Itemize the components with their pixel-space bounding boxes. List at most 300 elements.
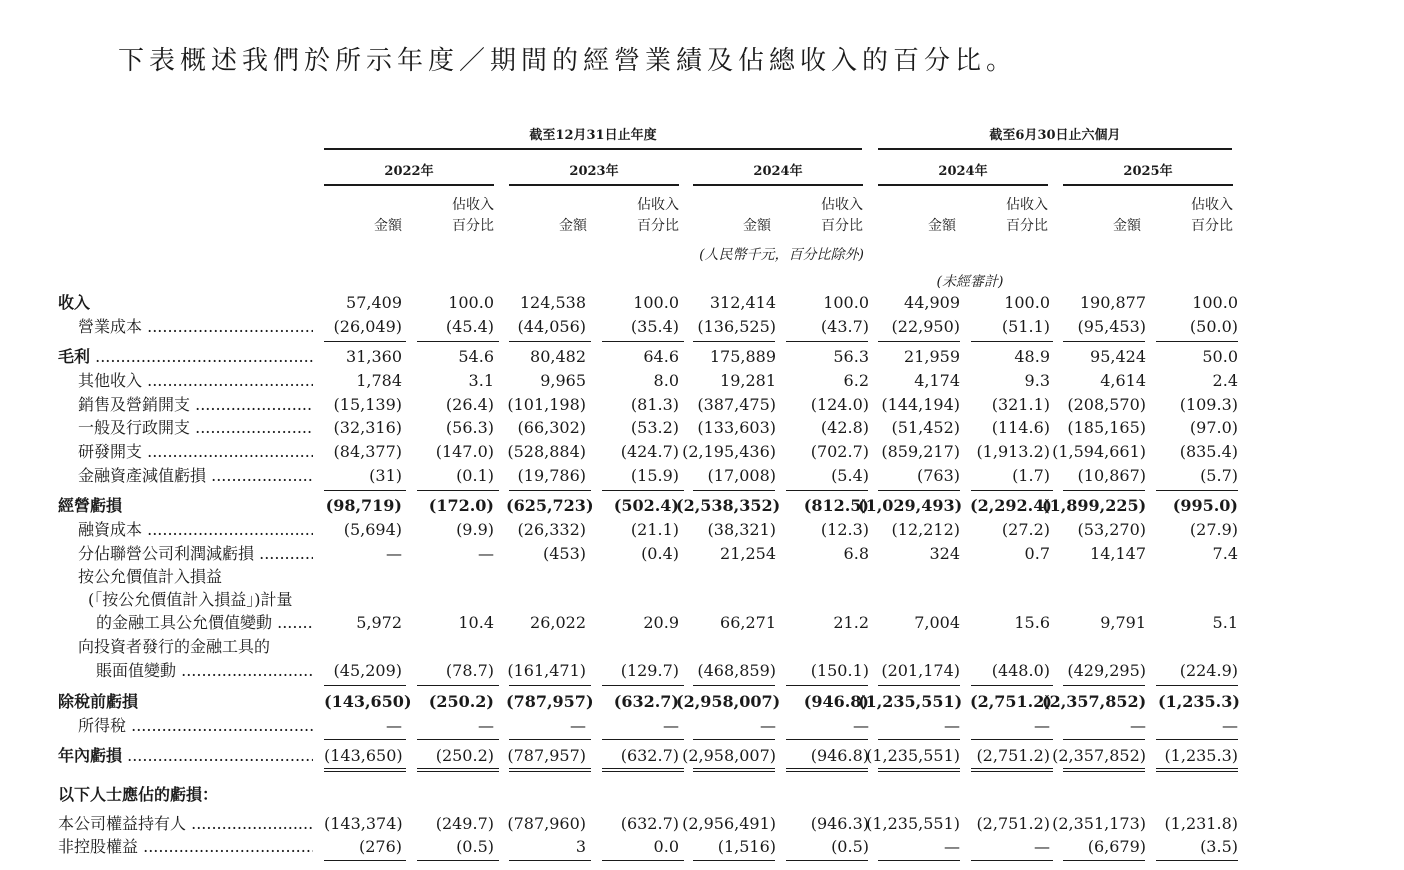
cell-h2025-amount: (6,679) <box>1087 837 1146 856</box>
cell-h2024-amount: — <box>944 837 960 856</box>
subtotal-rule <box>417 860 499 861</box>
cell-2024-pct: (42.8) <box>820 418 869 437</box>
cell-2024-pct: (12.3) <box>820 520 869 539</box>
row-label: (「按公允價值計入損益」)計量 <box>88 590 293 609</box>
half-year-group-rule <box>878 148 1232 150</box>
unaudited-note: (未經審計) <box>936 274 1004 290</box>
cell-h2025-pct: (3.5) <box>1200 837 1238 856</box>
cell-2022-pct: (172.0) <box>428 496 494 515</box>
table-row-non-controlling <box>58 835 1248 859</box>
cell-h2024-amount: 4,174 <box>914 371 960 390</box>
subtotal-rule <box>602 685 684 686</box>
cell-2023-amount: (19,786) <box>517 466 586 485</box>
pct-header-line1: 佔收入 <box>637 197 679 213</box>
cell-2022-pct: (45.4) <box>445 317 494 336</box>
total-double-rule <box>417 768 499 772</box>
cell-h2025-pct: (1,231.8) <box>1164 814 1238 833</box>
cell-2022-pct: (147.0) <box>435 442 494 461</box>
year-header-2024-half: 2024年 <box>938 164 988 179</box>
cell-h2024-pct: 9.3 <box>1024 371 1050 390</box>
subtotal-rule <box>602 341 684 342</box>
cell-2022-pct: 54.6 <box>458 347 494 366</box>
subtotal-rule <box>509 860 591 861</box>
row-label: 融資成本 ..... <box>78 518 313 542</box>
cell-2024-pct: 6.8 <box>843 544 869 563</box>
cell-2024-amount: (133,603) <box>697 418 776 437</box>
cell-h2025-amount: (429,295) <box>1067 661 1146 680</box>
cell-2022-pct: (26.4) <box>445 395 494 414</box>
cell-h2025-amount: (1,899,225) <box>1042 496 1147 515</box>
intro-text: 下表概述我們於所示年度／期間的經營業績及佔總收入的百分比。 <box>118 46 1018 76</box>
cell-2022-amount: (15,139) <box>333 395 402 414</box>
subtotal-rule <box>509 739 591 740</box>
table-row-share-of-associates <box>58 542 1248 566</box>
cell-h2024-amount: (144,194) <box>881 395 960 414</box>
subtotal-rule <box>417 341 499 342</box>
subtotal-rule <box>693 739 775 740</box>
pct-header-line1: 佔收入 <box>1191 197 1233 213</box>
cell-2022-amount: 31,360 <box>346 347 402 366</box>
cell-2024-amount: 312,414 <box>709 293 776 312</box>
cell-2023-pct: — <box>663 716 679 735</box>
table-row-admin-expenses <box>58 416 1248 440</box>
cell-2023-pct: 20.9 <box>643 613 679 632</box>
cell-2024-pct: (946.8) <box>803 692 869 711</box>
row-label: 研發開支 ..... <box>78 440 313 464</box>
cell-h2025-pct: (1,235.3) <box>1164 746 1238 765</box>
cell-2022-pct: — <box>478 544 494 563</box>
cell-2024-pct: (150.1) <box>810 661 869 680</box>
cell-h2025-amount: (53,270) <box>1077 520 1146 539</box>
cell-h2024-pct: (2,292.4) <box>970 496 1052 515</box>
table-row-loss-before-tax <box>58 690 1248 714</box>
subtotal-rule <box>324 860 406 861</box>
cell-2024-amount: (2,958,007) <box>682 746 776 765</box>
subtotal-rule <box>878 739 960 740</box>
subtotal-rule <box>693 685 775 686</box>
subtotal-rule <box>602 860 684 861</box>
cell-2023-pct: (129.7) <box>620 661 679 680</box>
cell-2022-pct: 10.4 <box>458 613 494 632</box>
section-heading: 以下人士應佔的虧損： <box>58 785 219 804</box>
cell-h2025-amount: — <box>1130 716 1146 735</box>
table-row-finance-costs <box>58 518 1248 542</box>
subtotal-rule <box>1156 739 1238 740</box>
cell-h2024-pct: — <box>1034 837 1050 856</box>
cell-h2024-pct: (51.1) <box>1001 317 1050 336</box>
table-row-loss-for-year <box>58 744 1248 768</box>
cell-2024-pct: (702.7) <box>810 442 869 461</box>
half-year-group-header: 截至6月30日止六個月 <box>989 128 1121 143</box>
table-row-attributable-heading <box>58 783 1248 807</box>
cell-2022-pct: 100.0 <box>448 293 494 312</box>
cell-2023-pct: (0.4) <box>641 544 679 563</box>
cell-h2025-pct: 5.1 <box>1212 613 1238 632</box>
subtotal-rule <box>602 490 684 491</box>
table-row-investor-instruments <box>58 659 1248 683</box>
subtotal-rule <box>786 860 868 861</box>
cell-2022-amount: (98,719) <box>325 496 402 515</box>
year-rule <box>1063 184 1233 186</box>
cell-2022-amount: (5,694) <box>343 520 402 539</box>
row-label: 年內虧損 ..... <box>58 744 313 768</box>
subtotal-rule <box>1156 685 1238 686</box>
cell-2022-amount: (276) <box>358 837 402 856</box>
cell-h2025-pct: 2.4 <box>1212 371 1238 390</box>
cell-2023-pct: (53.2) <box>630 418 679 437</box>
unit-note: (人民幣千元，百分比除外) <box>699 247 864 263</box>
table-row-fvtpl <box>58 611 1248 635</box>
cell-2024-pct: 100.0 <box>823 293 869 312</box>
cell-2024-pct: (812.5) <box>803 496 869 515</box>
subtotal-rule <box>1063 860 1145 861</box>
cell-2023-pct: 8.0 <box>653 371 679 390</box>
cell-2024-amount: (38,321) <box>707 520 776 539</box>
cell-2022-pct: (250.2) <box>428 692 494 711</box>
pct-header-line1: 佔收入 <box>1006 197 1048 213</box>
cell-2022-pct: (250.2) <box>435 746 494 765</box>
cell-h2025-pct: (1,235.3) <box>1158 692 1240 711</box>
pct-header-line1: 佔收入 <box>452 197 494 213</box>
cell-h2024-amount: (51,452) <box>891 418 960 437</box>
cell-2024-amount: (387,475) <box>697 395 776 414</box>
annual-group-header: 截至12月31日止年度 <box>529 128 657 143</box>
cell-2022-amount: (32,316) <box>333 418 402 437</box>
subtotal-rule <box>509 490 591 491</box>
cell-h2024-pct: (448.0) <box>991 661 1050 680</box>
table-row-cost-of-revenue <box>58 315 1248 339</box>
cell-h2024-amount: 21,959 <box>904 347 960 366</box>
cell-2023-pct: (81.3) <box>630 395 679 414</box>
table-row-selling-expenses <box>58 393 1248 417</box>
subtotal-rule <box>971 739 1053 740</box>
cell-2024-amount: 21,254 <box>720 544 776 563</box>
cell-h2024-amount: (859,217) <box>881 442 960 461</box>
cell-2023-pct: 0.0 <box>653 837 679 856</box>
subtotal-rule <box>1156 860 1238 861</box>
cell-2022-amount: (31) <box>369 466 402 485</box>
subtotal-rule <box>417 490 499 491</box>
table-row-other-income <box>58 369 1248 393</box>
subtotal-rule <box>1063 490 1145 491</box>
cell-h2024-amount: 44,909 <box>904 293 960 312</box>
cell-2023-pct: (35.4) <box>630 317 679 336</box>
cell-h2024-pct: (2,751.2) <box>976 814 1050 833</box>
cell-2024-pct: 56.3 <box>833 347 869 366</box>
cell-h2025-amount: (2,357,852) <box>1052 746 1146 765</box>
pct-header-line2: 百分比 <box>452 218 494 234</box>
cell-2023-amount: (787,960) <box>507 814 586 833</box>
row-label: 營業成本 ..... <box>78 315 313 339</box>
annual-group-rule <box>324 148 862 150</box>
cell-2024-amount: (2,958,007) <box>676 692 781 711</box>
cell-2024-pct: (43.7) <box>820 317 869 336</box>
cell-2023-amount: (787,957) <box>507 746 586 765</box>
year-header-2025-half: 2025年 <box>1123 164 1173 179</box>
cell-2024-amount: — <box>760 716 776 735</box>
cell-h2024-pct: 15.6 <box>1014 613 1050 632</box>
cell-2023-pct: (502.4) <box>613 496 679 515</box>
cell-2022-pct: (78.7) <box>445 661 494 680</box>
table-row-fvtpl-line2 <box>58 588 1248 612</box>
cell-h2025-amount: (1,594,661) <box>1052 442 1146 461</box>
subtotal-rule <box>509 341 591 342</box>
row-label: 分佔聯營公司利潤減虧損 ..... <box>78 542 313 566</box>
cell-h2025-pct: — <box>1222 716 1238 735</box>
subtotal-rule <box>693 341 775 342</box>
amount-header: 金額 <box>928 218 956 234</box>
subtotal-rule <box>324 685 406 686</box>
cell-2022-amount: (84,377) <box>333 442 402 461</box>
cell-h2025-pct: (97.0) <box>1189 418 1238 437</box>
subtotal-rule <box>417 685 499 686</box>
subtotal-rule <box>878 490 960 491</box>
amount-header: 金額 <box>743 218 771 234</box>
table-row-income-tax <box>58 714 1248 738</box>
cell-h2025-pct: (27.9) <box>1189 520 1238 539</box>
amount-header: 金額 <box>1113 218 1141 234</box>
subtotal-rule <box>786 341 868 342</box>
cell-2023-amount: 80,482 <box>530 347 586 366</box>
cell-h2025-amount: (208,570) <box>1067 395 1146 414</box>
subtotal-rule <box>1063 341 1145 342</box>
total-double-rule <box>878 768 960 772</box>
cell-h2025-pct: (5.7) <box>1200 466 1238 485</box>
row-label: 經營虧損 <box>58 496 123 515</box>
total-double-rule <box>1063 768 1145 772</box>
amount-header: 金額 <box>374 218 402 234</box>
cell-h2024-amount: (763) <box>916 466 960 485</box>
cell-2022-amount: (26,049) <box>333 317 402 336</box>
cell-2024-pct: (5.4) <box>831 466 869 485</box>
row-label: 金融資產減值虧損 ..... <box>78 464 313 488</box>
row-label: 其他收入 ..... <box>78 369 313 393</box>
table-row-revenue <box>58 291 1248 315</box>
row-label: 除稅前虧損 <box>58 692 139 711</box>
cell-h2024-pct: 48.9 <box>1014 347 1050 366</box>
row-label: 非控股權益 ..... <box>58 835 313 859</box>
cell-2024-amount: 19,281 <box>720 371 776 390</box>
cell-2023-amount: (625,723) <box>506 496 594 515</box>
subtotal-rule <box>324 739 406 740</box>
subtotal-rule <box>786 739 868 740</box>
row-label: 本公司權益持有人 ..... <box>58 812 313 836</box>
year-rule <box>324 184 494 186</box>
year-rule <box>693 184 863 186</box>
cell-2023-amount: 3 <box>575 837 586 856</box>
row-label: 銷售及營銷開支 ..... <box>78 393 313 417</box>
cell-h2025-amount: 95,424 <box>1090 347 1146 366</box>
cell-2024-amount: (2,538,352) <box>676 496 781 515</box>
total-double-rule <box>1156 768 1238 772</box>
cell-h2025-pct: 100.0 <box>1192 293 1238 312</box>
total-double-rule <box>786 768 868 772</box>
cell-2022-amount: 57,409 <box>346 293 402 312</box>
cell-h2024-pct: 0.7 <box>1024 544 1050 563</box>
cell-2023-amount: (528,884) <box>507 442 586 461</box>
cell-h2025-amount: (10,867) <box>1077 466 1146 485</box>
cell-2023-pct: (21.1) <box>630 520 679 539</box>
cell-h2024-pct: — <box>1034 716 1050 735</box>
cell-2023-amount: (453) <box>542 544 586 563</box>
cell-2024-pct: (124.0) <box>810 395 869 414</box>
cell-2022-pct: 3.1 <box>468 371 494 390</box>
cell-2023-pct: (632.7) <box>620 746 679 765</box>
cell-h2024-amount: 324 <box>929 544 960 563</box>
cell-h2024-amount: (12,212) <box>891 520 960 539</box>
cell-h2024-amount: (201,174) <box>881 661 960 680</box>
pct-header-line1: 佔收入 <box>821 197 863 213</box>
subtotal-rule <box>602 739 684 740</box>
cell-h2024-pct: (1,913.2) <box>976 442 1050 461</box>
pct-header-line2: 百分比 <box>821 218 863 234</box>
cell-2022-amount: — <box>386 716 402 735</box>
cell-h2024-pct: (2,751.2) <box>970 692 1052 711</box>
total-double-rule <box>971 768 1053 772</box>
cell-2022-amount: — <box>386 544 402 563</box>
table-row-owners <box>58 812 1248 836</box>
cell-h2025-pct: 50.0 <box>1202 347 1238 366</box>
cell-2023-pct: (424.7) <box>620 442 679 461</box>
cell-h2024-amount: 7,004 <box>914 613 960 632</box>
subtotal-rule <box>786 490 868 491</box>
cell-2023-amount: (787,957) <box>506 692 594 711</box>
pct-header-line2: 百分比 <box>1191 218 1233 234</box>
cell-2023-amount: (101,198) <box>507 395 586 414</box>
subtotal-rule <box>1156 490 1238 491</box>
total-double-rule <box>324 768 406 772</box>
cell-2024-pct: 21.2 <box>833 613 869 632</box>
cell-2024-amount: (2,195,436) <box>682 442 776 461</box>
cell-h2025-amount: 14,147 <box>1090 544 1146 563</box>
cell-h2024-amount: — <box>944 716 960 735</box>
subtotal-rule <box>878 341 960 342</box>
cell-2022-pct: (56.3) <box>445 418 494 437</box>
year-header-2024: 2024年 <box>753 164 803 179</box>
cell-2023-pct: 100.0 <box>633 293 679 312</box>
subtotal-rule <box>971 685 1053 686</box>
subtotal-rule <box>1156 341 1238 342</box>
pct-header-line2: 百分比 <box>637 218 679 234</box>
cell-2023-amount: (66,302) <box>517 418 586 437</box>
year-rule <box>509 184 679 186</box>
cell-2022-amount: 5,972 <box>356 613 402 632</box>
cell-2024-amount: 66,271 <box>720 613 776 632</box>
cell-2022-pct: (0.1) <box>456 466 494 485</box>
cell-h2025-pct: (50.0) <box>1189 317 1238 336</box>
cell-h2025-pct: (995.0) <box>1172 496 1238 515</box>
cell-h2025-amount: 190,877 <box>1079 293 1146 312</box>
cell-2022-amount: (143,650) <box>324 692 412 711</box>
subtotal-rule <box>417 739 499 740</box>
table-row-gross-profit <box>58 345 1248 369</box>
subtotal-rule <box>878 685 960 686</box>
cell-h2025-amount: 9,791 <box>1100 613 1146 632</box>
cell-2023-amount: 9,965 <box>540 371 586 390</box>
cell-2022-amount: (143,650) <box>324 746 403 765</box>
cell-h2025-pct: 7.4 <box>1212 544 1238 563</box>
cell-h2024-amount: (1,235,551) <box>858 692 963 711</box>
subtotal-rule <box>324 341 406 342</box>
row-label: 向投資者發行的金融工具的 <box>78 637 271 656</box>
cell-h2025-amount: 4,614 <box>1100 371 1146 390</box>
cell-2023-pct: (632.7) <box>620 814 679 833</box>
total-double-rule <box>693 768 775 772</box>
cell-2024-amount: (1,516) <box>717 837 776 856</box>
cell-h2024-amount: (22,950) <box>891 317 960 336</box>
cell-2022-pct: (9.9) <box>456 520 494 539</box>
subtotal-rule <box>971 860 1053 861</box>
cell-h2025-pct: (109.3) <box>1179 395 1238 414</box>
cell-2023-amount: 124,538 <box>519 293 586 312</box>
year-header-2022: 2022年 <box>384 164 434 179</box>
cell-2024-pct: (0.5) <box>831 837 869 856</box>
cell-h2024-pct: (27.2) <box>1001 520 1050 539</box>
row-label: 一般及行政開支 ..... <box>78 416 313 440</box>
table-row-impairment-losses <box>58 464 1248 488</box>
row-label: 按公允價值計入損益 <box>78 567 223 586</box>
row-label: 所得稅 ..... <box>78 714 313 738</box>
pct-header-line2: 百分比 <box>1006 218 1048 234</box>
subtotal-rule <box>693 860 775 861</box>
table-row-fvtpl-line1 <box>58 565 1248 589</box>
cell-2023-amount: 26,022 <box>530 613 586 632</box>
cell-h2024-pct: (114.6) <box>991 418 1050 437</box>
cell-2024-pct: (946.8) <box>810 746 869 765</box>
cell-2023-pct: 64.6 <box>643 347 679 366</box>
table-row-investor-instruments-line1 <box>58 635 1248 659</box>
cell-2022-amount: (143,374) <box>324 814 403 833</box>
cell-2022-pct: (0.5) <box>456 837 494 856</box>
cell-2024-pct: (946.3) <box>810 814 869 833</box>
subtotal-rule <box>971 341 1053 342</box>
cell-h2024-pct: (1.7) <box>1012 466 1050 485</box>
total-double-rule <box>509 768 591 772</box>
cell-h2024-amount: (1,235,551) <box>866 814 960 833</box>
cell-h2025-amount: (2,351,173) <box>1052 814 1146 833</box>
cell-2024-amount: (468,859) <box>697 661 776 680</box>
cell-2022-amount: (45,209) <box>333 661 402 680</box>
table-row-operating-loss <box>58 494 1248 518</box>
subtotal-rule <box>971 490 1053 491</box>
cell-h2024-pct: 100.0 <box>1004 293 1050 312</box>
cell-h2025-pct: (835.4) <box>1179 442 1238 461</box>
cell-2022-pct: — <box>478 716 494 735</box>
cell-2023-amount: (26,332) <box>517 520 586 539</box>
cell-2023-pct: (15.9) <box>630 466 679 485</box>
subtotal-rule <box>1063 685 1145 686</box>
subtotal-rule <box>786 685 868 686</box>
cell-2023-amount: (44,056) <box>517 317 586 336</box>
row-label: 的金融工具公允價值變動 ..... <box>96 611 313 635</box>
row-label: 收入 <box>58 293 91 312</box>
year-header-2023: 2023年 <box>569 164 619 179</box>
table-row-rnd-expenses <box>58 440 1248 464</box>
cell-2024-amount: (17,008) <box>707 466 776 485</box>
cell-h2024-pct: (321.1) <box>991 395 1050 414</box>
cell-2023-pct: (632.7) <box>613 692 679 711</box>
subtotal-rule <box>878 860 960 861</box>
subtotal-rule <box>1063 739 1145 740</box>
year-rule <box>878 184 1048 186</box>
cell-2022-pct: (249.7) <box>435 814 494 833</box>
cell-h2025-amount: (185,165) <box>1067 418 1146 437</box>
subtotal-rule <box>693 490 775 491</box>
cell-h2025-amount: (95,453) <box>1077 317 1146 336</box>
cell-2024-amount: (2,956,491) <box>682 814 776 833</box>
subtotal-rule <box>509 685 591 686</box>
total-double-rule <box>602 768 684 772</box>
